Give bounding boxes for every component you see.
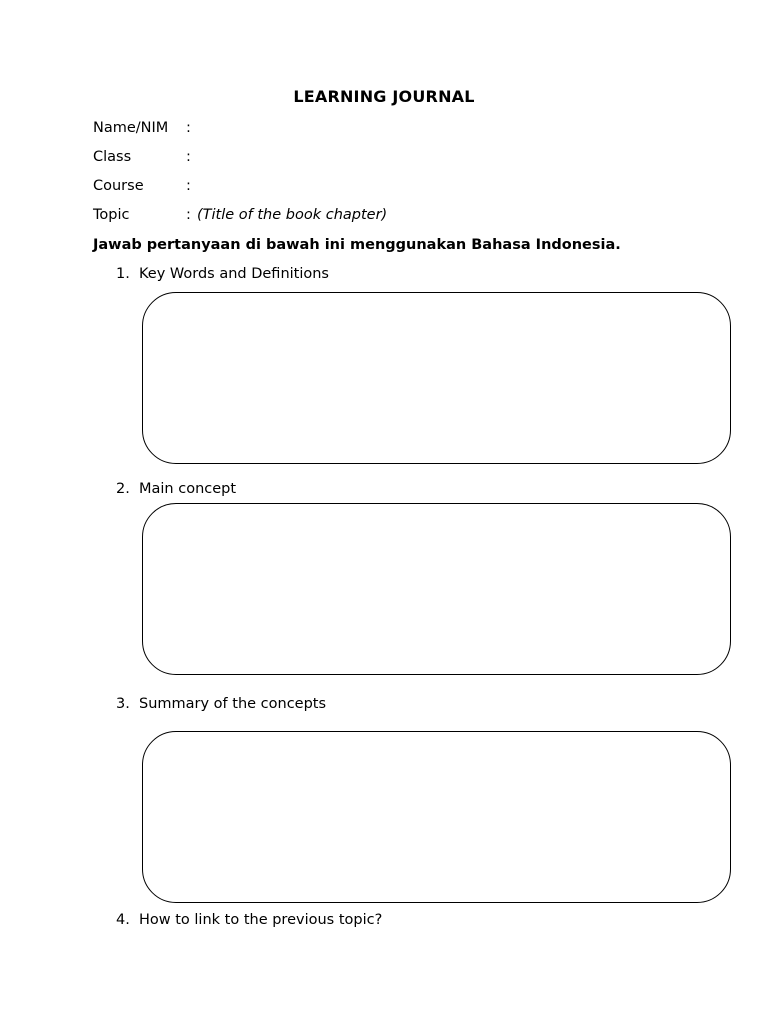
field-colon: : [186,207,191,223]
question-number: 1. [116,266,130,282]
answer-box-2[interactable] [142,503,731,675]
field-label: Course [93,178,144,194]
instruction-text: Jawab pertanyaan di bawah ini menggunakan Bahasa Indonesia. [93,237,621,253]
question-number: 2. [116,481,130,497]
question-2 [116,480,236,498]
question-4 [116,911,382,929]
field-label: Class [93,149,132,165]
question-number: 3. [116,696,130,712]
field-colon: : [186,178,191,194]
question-1 [116,265,329,283]
answer-box-1[interactable] [142,292,731,464]
page-title: LEARNING JOURNAL [293,87,475,106]
field-value[interactable]: (Title of the book chapter) [197,207,388,223]
question-number: 4. [116,912,130,928]
answer-box-3[interactable] [142,731,731,903]
question-text: Main concept [139,481,237,497]
field-colon: : [186,149,191,165]
question-text: How to link to the previous topic? [139,912,383,928]
question-text: Key Words and Definitions [139,266,329,282]
field-colon: : [186,120,191,136]
field-label: Name/NIM [93,120,169,136]
question-text: Summary of the concepts [139,696,327,712]
question-3 [116,695,326,713]
field-label: Topic [93,207,130,223]
